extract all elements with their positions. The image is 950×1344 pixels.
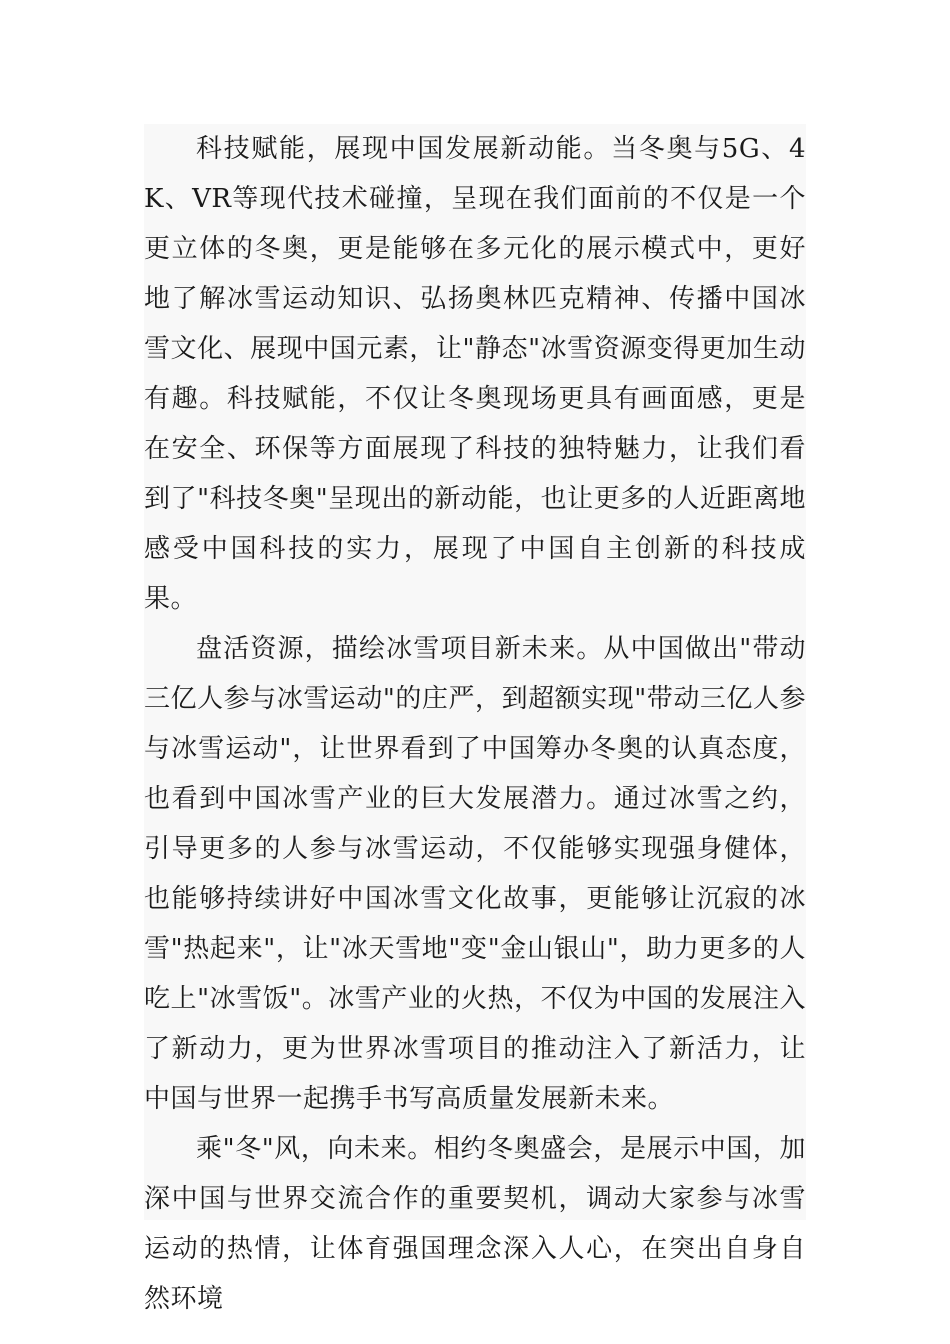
- paragraph-resource-activation: 盘活资源，描绘冰雪项目新未来。从中国做出"带动三亿人参与冰雪运动"的庄严，到超额实现"带动三亿人参与冰雪运动"，让世界看到了中国筹办冬奥的认真态度，也看到中国冰雪产业的巨大发展潜力。通过冰雪之约，引导更多的人参与冰雪运动，不仅能够实现强身健体，也能够持续讲好中国冰雪文化故事，更能够让沉寂的冰雪"热起来"，让"冰天雪地"变"金山银山"，助力更多的人吃上"冰雪饭"。冰雪产业的火热，不仅为中国的发展注入了新动力，更为世界冰雪项目的推动注入了新活力，让中国与世界一起携手书写高质量发展新未来。: [144, 634, 806, 1114]
- article-text-block: [144, 124, 806, 1314]
- paragraph-tech-empowerment: 科技赋能，展现中国发展新动能。当冬奥与5G、4K、VR等现代技术碰撞，呈现在我们面前的不仅是一个更立体的冬奥，更是能够在多元化的展示模式中，更好地了解冰雪运动知识、弘扬奥林匹克精神、传播中国冰雪文化、展现中国元素，让"静态"冰雪资源变得更加生动有趣。科技赋能，不仅让冬奥现场更具有画面感，更是在安全、环保等方面展现了科技的独特魅力，让我们看到了"科技冬奥"呈现出的新动能，也让更多的人近距离地感受中国科技的实力，展现了中国自主创新的科技成果。: [144, 134, 806, 614]
- paragraph-winter-wind: 乘"冬"风，向未来。相约冬奥盛会，是展示中国，加深中国与世界交流合作的重要契机，调动大家参与冰雪运动的热情，让体育强国理念深入人心，在突出自身自然环境: [144, 1134, 806, 1314]
